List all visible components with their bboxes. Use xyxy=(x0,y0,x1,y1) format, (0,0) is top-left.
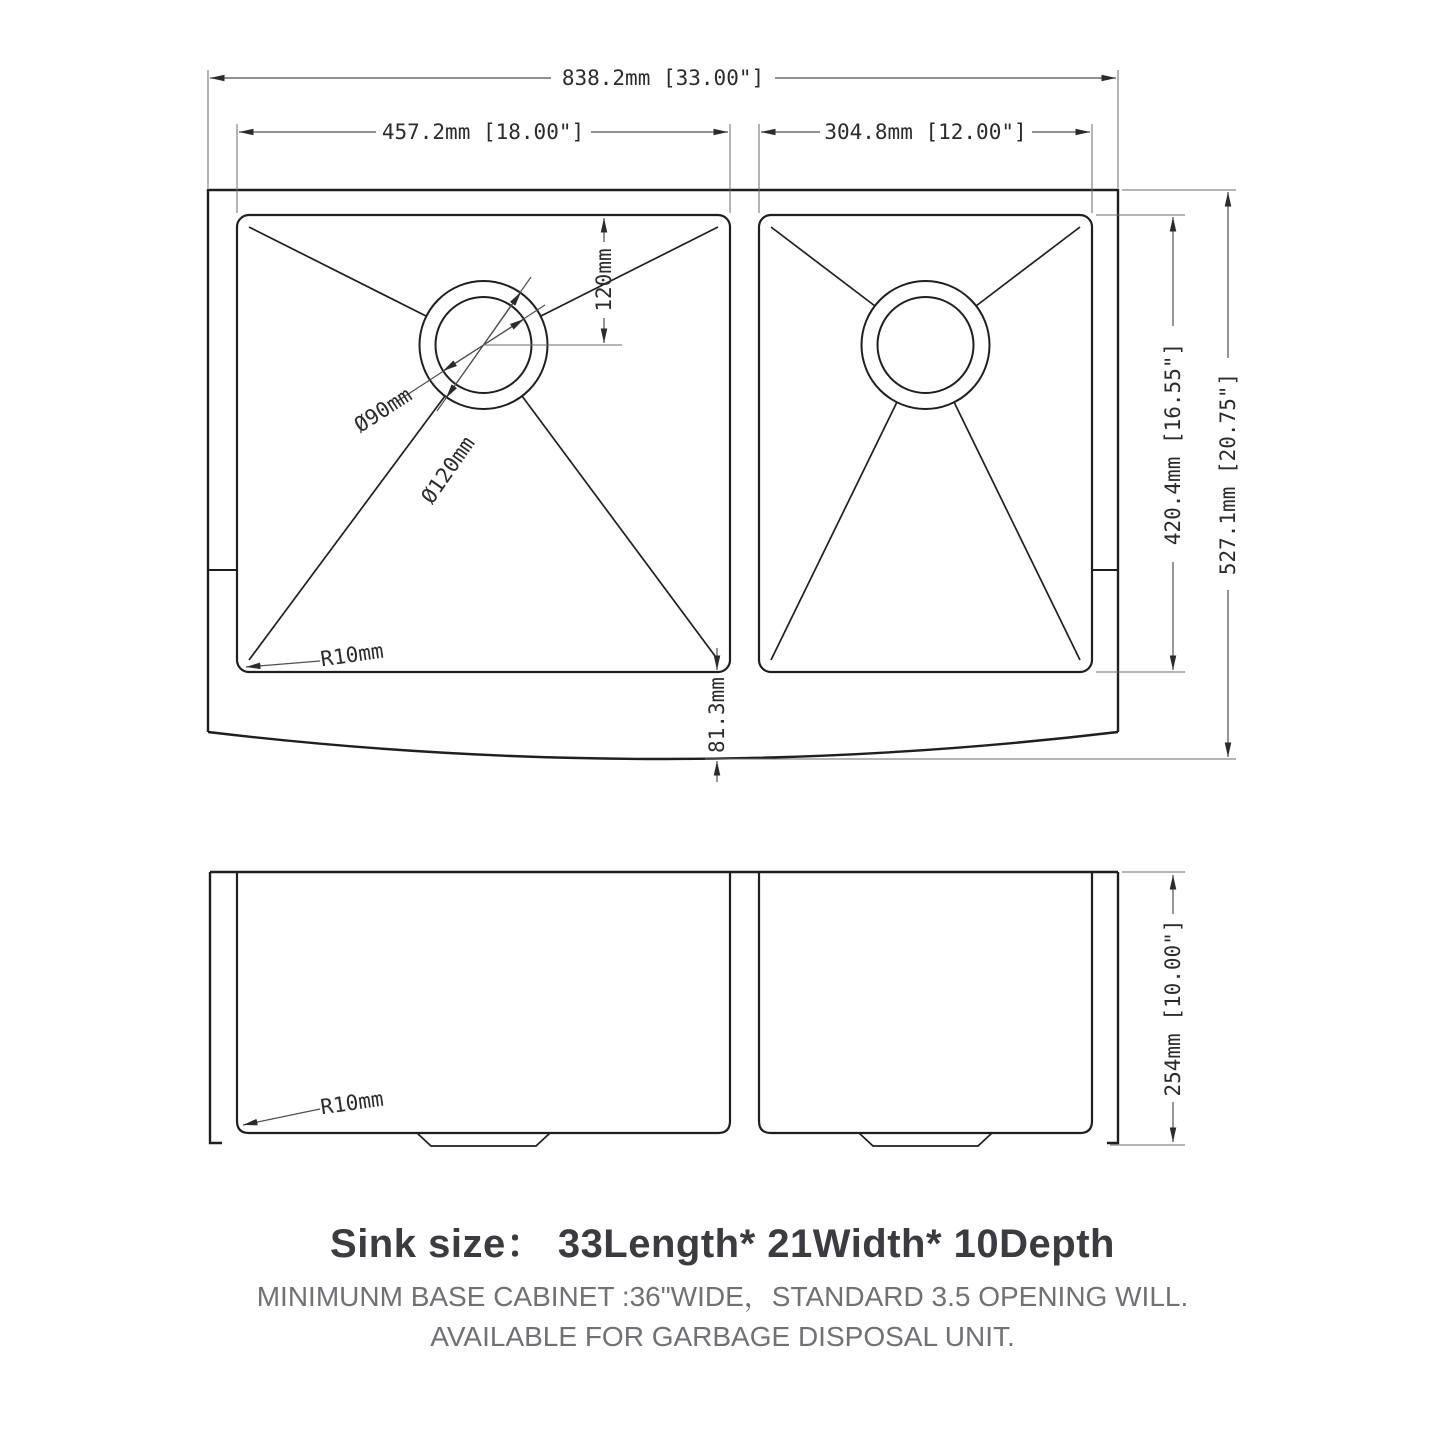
overall-front-back-dim xyxy=(705,190,1240,759)
corner-radius-dim-top xyxy=(246,639,385,672)
front-right-edge xyxy=(1107,872,1118,1143)
front-view xyxy=(210,872,1185,1146)
front-left-bowl xyxy=(237,872,730,1133)
right-bowl xyxy=(759,215,1092,672)
drain-offset-label: 120mm xyxy=(592,248,616,312)
left-bowl-width-label: 457.2mm [18.00"] xyxy=(381,120,585,144)
sink-size-title: Sink size： 33Length* 21Width* 10Depth xyxy=(330,1222,1115,1266)
left-bowl xyxy=(237,215,730,672)
corner-radius-dim-front xyxy=(243,1087,385,1125)
right-drain xyxy=(862,281,990,409)
left-bowl-width-dim xyxy=(237,120,730,213)
base-cabinet-note: MINIMUNM BASE CABINET :36"WIDE，STANDARD 3.5 OPENING WILL. xyxy=(256,1281,1189,1312)
footer-text-block xyxy=(0,1212,1445,1353)
garbage-disposal-note: AVAILABLE FOR GARBAGE DISPOSAL UNIT. xyxy=(430,1321,1015,1352)
drain-offset-dim xyxy=(484,218,623,345)
right-bowl-width-label: 304.8mm [12.00"] xyxy=(824,120,1027,144)
bowl-front-back-dim xyxy=(1096,215,1185,672)
apron-overhang-label: 81.3mm xyxy=(705,677,729,753)
drain-outer-dia-label: Ø120mm xyxy=(416,432,480,508)
depth-label: 254mm [10.00"] xyxy=(1161,919,1185,1097)
top-view xyxy=(208,66,1240,782)
right-bowl-slope-lines xyxy=(771,227,1080,660)
left-drain-recess xyxy=(417,1133,550,1146)
overall-front-back-label: 527.1mm [20.75"] xyxy=(1216,372,1240,576)
overall-width-label: 838.2mm [33.00"] xyxy=(561,66,765,90)
front-left-edge xyxy=(210,872,222,1143)
right-bowl-width-dim xyxy=(759,120,1092,213)
depth-dim xyxy=(1110,872,1185,1145)
left-bowl-slope-lines xyxy=(249,227,718,660)
right-drain-recess xyxy=(859,1133,992,1146)
drain-inner-dia-label: Ø90mm xyxy=(349,382,417,438)
front-right-bowl xyxy=(759,872,1092,1133)
corner-radius-label-front: R10mm xyxy=(319,1086,385,1120)
apron-front-curve xyxy=(208,732,1118,759)
bowl-front-back-label: 420.4mm [16.55"] xyxy=(1161,342,1185,546)
drain-inner-dia-dim xyxy=(350,305,545,437)
corner-radius-label-top: R10mm xyxy=(319,638,385,672)
